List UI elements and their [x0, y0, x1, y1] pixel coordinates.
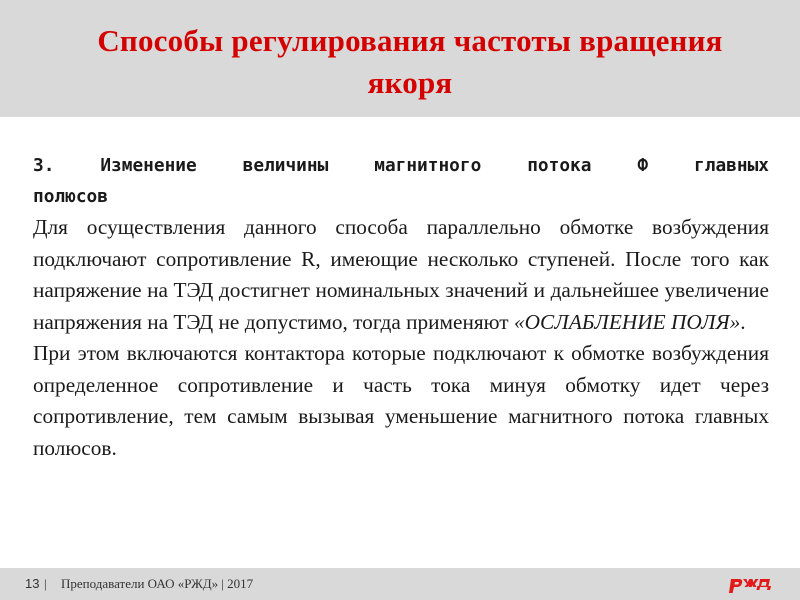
- rzd-logo-icon: [727, 573, 773, 595]
- section-heading-line1: 3. Изменение величины магнитного потока Ф главных: [33, 155, 769, 176]
- section-heading: [33, 150, 769, 212]
- paragraph-1-emphasis: «ОСЛАБЛЕНИЕ ПОЛЯ»: [513, 309, 741, 334]
- paragraph-1-text: Для осуществления данного способа параллельно обмотке возбуждения подключают сопротивление R, имеющие несколько ступеней. После того как напряжение на ТЭД достигнет номинальных значений и дальнейшее увеличение напряжения на ТЭД не допустимо, тогда применяют: [33, 215, 769, 334]
- slide-title-line1: Способы регулирования частоты вращения: [97, 23, 723, 58]
- page-number: 13: [25, 576, 40, 591]
- paragraph-1: [33, 212, 769, 338]
- paragraph-2: При этом включаются контактора которые подключают к обмотке возбуждения определенное сопротивление и часть тока минуя обмотку идет через сопротивление, тем самым вызывая уменьшение магнитного потока главных полюсов.: [33, 341, 769, 460]
- slide-title: [30, 20, 790, 104]
- footer-credit: Преподаватели ОАО «РЖД» | 2017: [61, 576, 254, 591]
- footer-separator: |: [44, 576, 47, 591]
- slide-body: [33, 150, 769, 464]
- paragraph-1-end: .: [740, 309, 746, 334]
- section-heading-line2: полюсов: [33, 186, 108, 207]
- slide-title-line2: якоря: [367, 65, 453, 100]
